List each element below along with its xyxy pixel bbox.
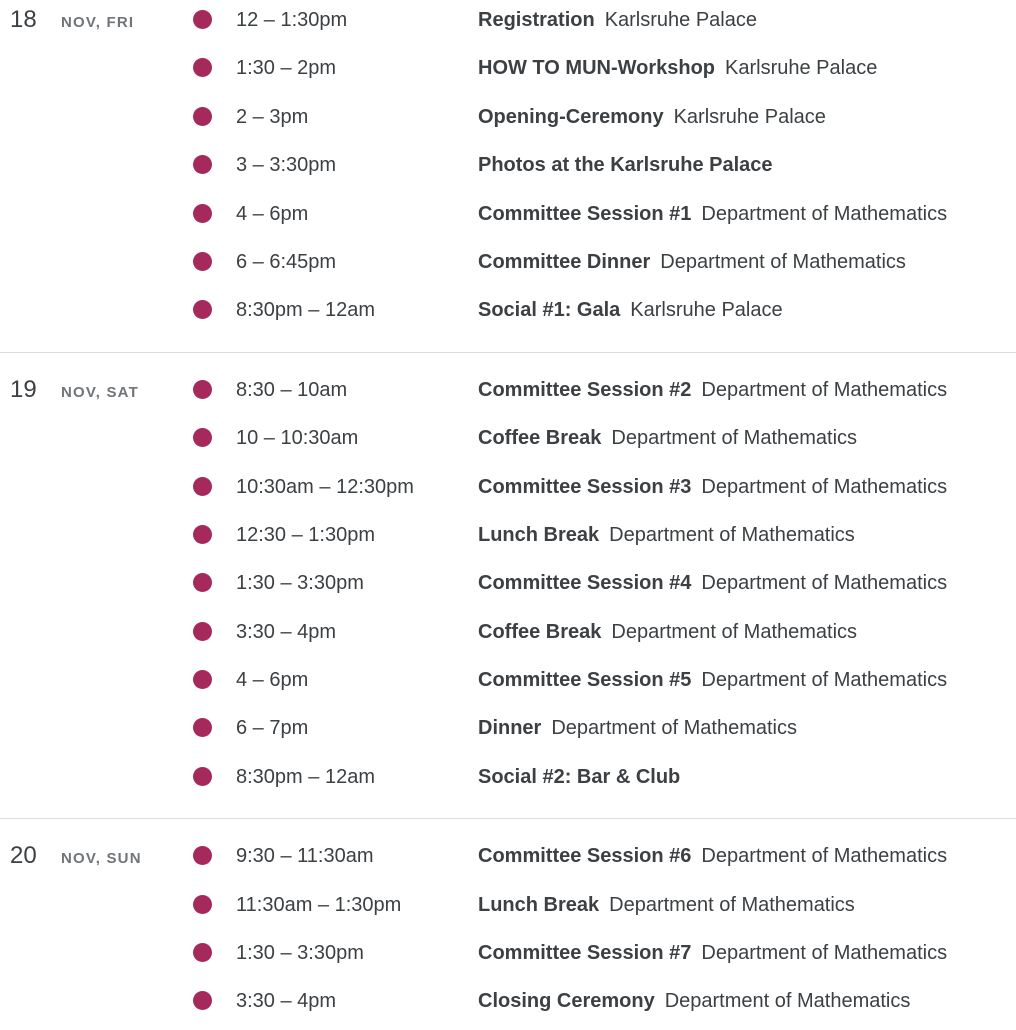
event-location: Department of Mathematics xyxy=(660,250,906,273)
event-details xyxy=(478,297,783,323)
event-row[interactable] xyxy=(0,290,1016,338)
event-location: Karlsruhe Palace xyxy=(725,57,878,80)
event-title: Committee Session #2 xyxy=(478,378,692,401)
event-title: Committee Session #3 xyxy=(478,475,692,498)
event-location: Department of Mathematics xyxy=(609,523,855,546)
event-dot-icon xyxy=(193,525,212,544)
event-time: 6 – 6:45pm xyxy=(236,250,337,273)
event-row[interactable] xyxy=(0,242,1016,290)
event-title: Social #1: Gala xyxy=(478,299,621,322)
event-details xyxy=(478,425,857,451)
event-dot-icon xyxy=(193,155,212,174)
event-title: Coffee Break xyxy=(478,620,602,643)
event-details xyxy=(478,667,947,693)
event-time: 6 – 7pm xyxy=(236,717,309,740)
event-dot-icon xyxy=(193,991,212,1010)
event-details xyxy=(478,715,797,741)
event-time: 10:30am – 12:30pm xyxy=(236,475,414,498)
event-time: 12 – 1:30pm xyxy=(236,9,348,31)
event-row[interactable] xyxy=(0,612,1016,660)
event-dot-icon xyxy=(193,380,212,399)
event-location: Department of Mathematics xyxy=(701,572,948,595)
event-details xyxy=(478,892,855,918)
event-title: Opening-Ceremony xyxy=(478,105,664,128)
event-title: Lunch Break xyxy=(478,893,600,916)
day-month-weekday: NOV, SAT xyxy=(61,383,139,401)
event-time: 4 – 6pm xyxy=(236,202,309,225)
event-location: Department of Mathematics xyxy=(701,942,948,965)
event-location: Karlsruhe Palace xyxy=(630,299,783,322)
event-details xyxy=(478,843,947,869)
day-month-weekday: NOV, FRI xyxy=(61,14,135,31)
event-dot-icon xyxy=(193,300,212,319)
event-location: Department of Mathematics xyxy=(611,620,858,643)
event-title: Closing Ceremony xyxy=(478,990,655,1013)
event-row[interactable] xyxy=(0,708,1016,756)
day-number: 20 xyxy=(10,842,37,870)
event-details xyxy=(478,152,773,178)
event-row[interactable] xyxy=(0,757,1016,805)
event-location: Department of Mathematics xyxy=(701,669,948,692)
event-dot-icon xyxy=(193,10,212,29)
event-dot-icon xyxy=(193,718,212,737)
event-dot-icon xyxy=(193,58,212,77)
event-location: Karlsruhe Palace xyxy=(673,105,826,128)
event-row[interactable] xyxy=(0,0,1016,48)
event-time: 2 – 3pm xyxy=(236,105,309,128)
event-title: Committee Session #4 xyxy=(478,572,692,595)
event-title: Committee Session #1 xyxy=(478,202,692,225)
event-location: Department of Mathematics xyxy=(551,717,797,740)
event-row[interactable] xyxy=(0,933,1016,981)
event-time: 8:30 – 10am xyxy=(236,378,348,401)
event-details xyxy=(478,522,855,548)
event-dot-icon xyxy=(193,846,212,865)
event-row[interactable] xyxy=(0,370,1016,418)
event-row[interactable] xyxy=(0,515,1016,563)
event-title: Committee Dinner xyxy=(478,250,651,273)
event-time: 8:30pm – 12am xyxy=(236,299,375,322)
event-dot-icon xyxy=(193,477,212,496)
day-group xyxy=(0,0,1016,352)
event-row[interactable] xyxy=(0,836,1016,884)
event-dot-icon xyxy=(193,573,212,592)
event-row[interactable] xyxy=(0,145,1016,193)
event-dot-icon xyxy=(193,767,212,786)
event-dot-icon xyxy=(193,428,212,447)
event-dot-icon xyxy=(193,895,212,914)
event-row[interactable] xyxy=(0,418,1016,466)
event-details xyxy=(478,988,910,1014)
day-number: 18 xyxy=(10,6,37,33)
event-row[interactable] xyxy=(0,885,1016,933)
event-title: Coffee Break xyxy=(478,427,602,450)
day-month-weekday: NOV, SUN xyxy=(61,850,142,868)
event-time: 8:30pm – 12am xyxy=(236,765,375,788)
event-dot-icon xyxy=(193,252,212,271)
event-row[interactable] xyxy=(0,660,1016,708)
event-title: HOW TO MUN-Workshop xyxy=(478,57,716,80)
event-location: Department of Mathematics xyxy=(664,990,911,1013)
event-time: 9:30 – 11:30am xyxy=(236,845,374,868)
event-details xyxy=(478,764,680,790)
event-time: 11:30am – 1:30pm xyxy=(236,893,402,916)
event-title: Photos at the Karlsruhe Palace xyxy=(478,154,773,177)
event-details xyxy=(478,940,947,966)
event-title: Lunch Break xyxy=(478,523,600,546)
day-group xyxy=(0,818,1016,1030)
event-details xyxy=(478,201,947,227)
event-row[interactable] xyxy=(0,194,1016,242)
event-location: Department of Mathematics xyxy=(609,893,855,916)
event-location: Department of Mathematics xyxy=(701,378,948,401)
event-time: 3:30 – 4pm xyxy=(236,620,337,643)
event-title: Committee Session #5 xyxy=(478,669,692,692)
event-time: 1:30 – 3:30pm xyxy=(236,942,364,965)
event-row[interactable] xyxy=(0,97,1016,145)
event-title: Social #2: Bar & Club xyxy=(478,765,681,788)
event-row[interactable] xyxy=(0,467,1016,515)
event-title: Committee Session #7 xyxy=(478,942,692,965)
event-row[interactable] xyxy=(0,981,1016,1029)
event-details xyxy=(478,104,826,130)
event-time: 10 – 10:30am xyxy=(236,427,359,450)
event-details xyxy=(478,570,947,596)
event-location: Department of Mathematics xyxy=(611,427,858,450)
event-details xyxy=(478,377,947,403)
event-details xyxy=(478,619,857,645)
day-group xyxy=(0,352,1016,819)
day-number: 19 xyxy=(10,375,37,403)
event-location: Department of Mathematics xyxy=(701,845,948,868)
event-time: 12:30 – 1:30pm xyxy=(236,523,375,546)
event-dot-icon xyxy=(193,943,212,962)
event-details xyxy=(478,7,757,33)
event-title: Registration xyxy=(478,9,595,31)
event-time: 1:30 – 3:30pm xyxy=(236,572,364,595)
event-time: 1:30 – 2pm xyxy=(236,57,337,80)
event-dot-icon xyxy=(193,204,212,223)
event-row[interactable] xyxy=(0,48,1016,96)
event-title: Committee Session #6 xyxy=(478,845,692,868)
event-details xyxy=(478,249,906,275)
event-details xyxy=(478,55,877,81)
event-dot-icon xyxy=(193,622,212,641)
event-time: 3:30 – 4pm xyxy=(236,990,337,1013)
event-dot-icon xyxy=(193,107,212,126)
event-time: 4 – 6pm xyxy=(236,669,309,692)
event-location: Department of Mathematics xyxy=(701,475,948,498)
event-title: Dinner xyxy=(478,717,542,740)
event-details xyxy=(478,474,947,500)
event-dot-icon xyxy=(193,670,212,689)
event-row[interactable] xyxy=(0,563,1016,611)
event-location: Karlsruhe Palace xyxy=(604,9,757,31)
event-time: 3 – 3:30pm xyxy=(236,154,337,177)
event-location: Department of Mathematics xyxy=(701,202,948,225)
